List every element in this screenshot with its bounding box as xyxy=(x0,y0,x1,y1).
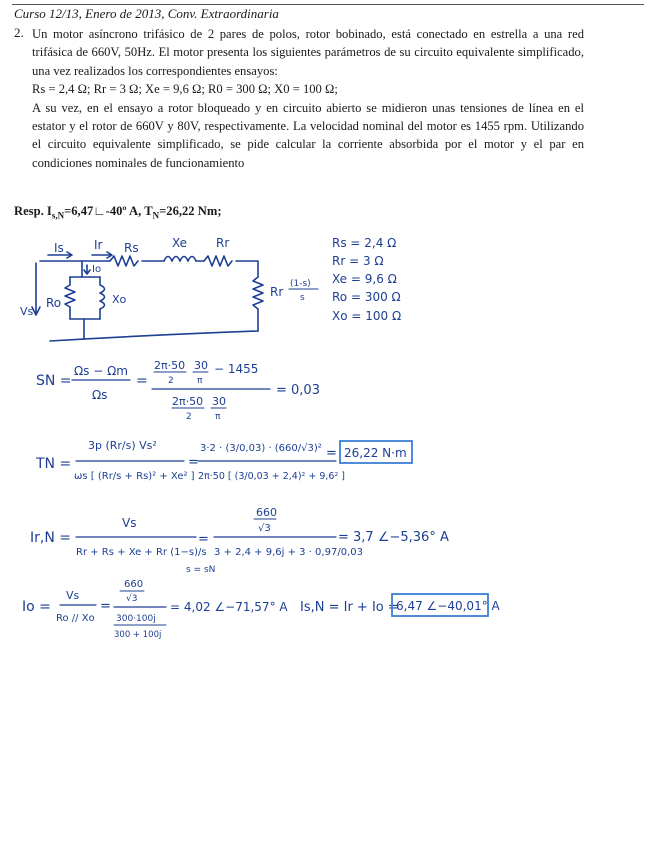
ir-note: s = sN xyxy=(186,565,216,575)
problem-statement xyxy=(32,25,584,172)
ir-eq: = xyxy=(198,532,209,547)
torque-result: 26,22 N·m xyxy=(344,446,407,460)
label-load-r: Rr xyxy=(270,285,284,299)
torque-formula-den: ωs [ (Rr/s + Rs)² + Xe² ] xyxy=(74,471,195,482)
ir-formula-den: Rr + Rs + Xe + Rr (1−s)/s xyxy=(76,547,207,558)
ir-den2: 3 + 2,4 + 9,6j + 3 · 0,97/0,03 xyxy=(214,547,363,558)
problem-parameters: Rs = 2,4 Ω; Rr = 3 Ω; Xe = 9,6 Ω; R0 = 300 Ω; X0 = 100 Ω; xyxy=(32,82,338,97)
label-load-num: (1-s) xyxy=(290,279,311,289)
problem-paragraph-1: Un motor asíncrono trifásico de 2 pares de polos, rotor bobinado, está conectado en estrella a una red trifásica de 660V, 50Hz. El motor presenta los siguientes parámetros de su circuito equivalente simplificado, una vez realizados los correspondientes ensayos: xyxy=(32,27,584,78)
torque-formula-num: 3p (Rr/s) Vs² xyxy=(88,439,157,452)
io-formula-num: Vs xyxy=(66,589,80,602)
circuit-wire-3 xyxy=(236,261,258,277)
xe-inductor-symbol xyxy=(164,257,196,262)
slip-num-c: − 1455 xyxy=(214,362,259,376)
xo-inductor-symbol xyxy=(100,277,105,319)
label-ir: Ir xyxy=(94,238,103,252)
io-num2b: √3 xyxy=(126,594,138,604)
slip-frac1-den: Ωs xyxy=(92,388,108,402)
slip-frac1-num: Ωs − Ωm xyxy=(74,364,128,378)
ir-formula-num: Vs xyxy=(122,516,137,530)
ro-resistor-symbol xyxy=(65,277,75,319)
given-xo: Xo = 100 Ω xyxy=(332,309,402,323)
answer-label: Resp. xyxy=(14,204,44,218)
label-rs: Rs xyxy=(124,241,139,255)
io-eq: = xyxy=(100,599,111,614)
slip-result: = 0,03 xyxy=(276,383,320,398)
answer-torque-value: =26,22 Nm; xyxy=(159,204,222,218)
slip-num-a: 2π·50 xyxy=(154,359,186,372)
ir-num2: 660 xyxy=(256,506,277,519)
stator-current-equation xyxy=(300,594,501,616)
io-arrow xyxy=(84,265,90,274)
slip-equation xyxy=(36,359,320,422)
given-ro: Ro = 300 Ω xyxy=(332,290,401,304)
equivalent-circuit xyxy=(20,236,318,341)
handwritten-solution xyxy=(0,225,656,655)
given-rs: Rs = 2,4 Ω xyxy=(332,236,397,250)
answer-current-symbol: I xyxy=(46,204,52,218)
no-load-current-equation xyxy=(22,579,288,640)
io-lhs: Io = xyxy=(22,599,51,615)
io-num2: 660 xyxy=(124,579,144,590)
torque-lhs: TN = xyxy=(36,456,72,472)
is-lhs: Is,N = Ir + Io = xyxy=(300,600,399,615)
torque-num2: 3·2 · (3/0,03) · (660/√3)² xyxy=(200,443,322,454)
label-rr: Rr xyxy=(216,236,230,250)
slip-lhs: SN = xyxy=(36,373,72,389)
problem-paragraph-2: A su vez, en el ensayo a rotor bloqueado y en circuito abierto se midieron unas tensiones de línea en el estator y el rotor de 660V y 80V, respectivamente. La velocidad nominal del motor es 1455 rpm. Utilizando el circuito equivalente simplificado, se pide calcular la corriente absorbida por el motor y el par en condiciones nominales de funcionamiento xyxy=(32,100,584,170)
given-xe: Xe = 9,6 Ω xyxy=(332,272,397,286)
given-rr: Rr = 3 Ω xyxy=(332,254,384,268)
torque-eq2: = xyxy=(326,446,337,461)
header-rule xyxy=(12,4,644,5)
torque-den2: 2π·50 [ (3/0,03 + 2,4)² + 9,6² ] xyxy=(198,471,345,482)
answer-torque-symbol: T xyxy=(144,204,153,218)
label-load-den: s xyxy=(300,293,305,303)
label-ro: Ro xyxy=(46,296,62,310)
io-den2b: 300 + 100j xyxy=(114,630,162,640)
course-header: Curso 12/13, Enero de 2013, Conv. Extraordinaria xyxy=(14,6,279,21)
given-values xyxy=(332,236,401,323)
slip-num-b: 30 xyxy=(194,359,208,372)
answer-current-value: =6,47∟-40º A, xyxy=(64,204,142,218)
answer-current-subscript: s,N xyxy=(51,210,65,221)
rr-resistor-symbol xyxy=(204,256,232,266)
rotor-current-equation xyxy=(30,506,449,575)
circuit-bottom-wire xyxy=(50,331,258,341)
io-formula-den: Ro // Xo xyxy=(56,613,95,624)
torque-equation xyxy=(35,439,412,482)
label-xo: Xo xyxy=(112,293,127,306)
ir-result: = 3,7 ∠−5,36° A xyxy=(338,530,449,545)
rs-resistor-symbol xyxy=(110,256,138,266)
ir-num2b: √3 xyxy=(258,523,271,534)
slip-num-a2: 2 xyxy=(168,376,174,386)
answer-torque-subscript: N xyxy=(152,210,160,221)
load-resistor-symbol xyxy=(253,277,263,309)
slip-den-b: 30 xyxy=(212,395,226,408)
label-is: Is xyxy=(54,241,64,255)
is-result: 6,47 ∠−40,01° A xyxy=(396,599,500,613)
io-den2a: 300·100j xyxy=(116,614,156,624)
label-vs: Vs xyxy=(20,305,34,318)
slip-den-a2: 2 xyxy=(186,412,192,422)
slip-num-b2: π xyxy=(197,376,203,386)
label-io: Io xyxy=(92,264,102,275)
torque-eq: = xyxy=(188,455,199,470)
slip-den-b2: π xyxy=(215,412,221,422)
label-xe: Xe xyxy=(172,236,188,250)
slip-den-a: 2π·50 xyxy=(172,395,204,408)
answer-line xyxy=(14,204,222,221)
ir-arrow xyxy=(92,252,112,258)
slip-eq: = xyxy=(136,373,148,389)
problem-number: 2. xyxy=(14,25,24,40)
ir-lhs: Ir,N = xyxy=(30,530,71,546)
io-result: = 4,02 ∠−71,57° A xyxy=(170,600,288,614)
